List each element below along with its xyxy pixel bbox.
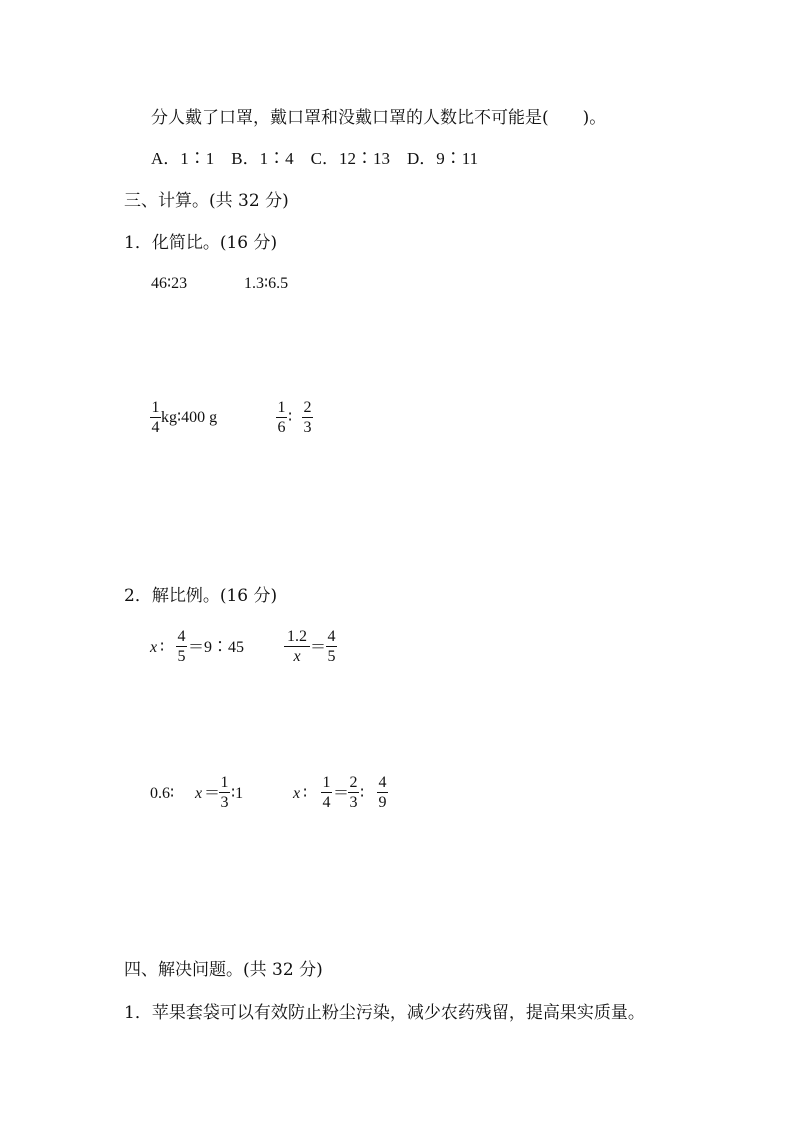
q2-item-b-fraction-1: 1.2 x [284, 628, 310, 665]
q2-item-d-variable: x [293, 785, 301, 802]
q1-item-a: 46∶23 [151, 275, 188, 292]
section4-q1-text: 1．苹果套袋可以有效防止粉尘污染，减少农药残留，提高果实质量。 [124, 1003, 645, 1023]
section3-title: 三、计算。(共 32 分) [124, 191, 289, 211]
q2-item-a-ratio-sign: ∶ [160, 639, 165, 656]
q2-item-b-equals: ＝ [310, 639, 327, 656]
q2-item-d-fraction-1: 1 4 [322, 774, 331, 811]
q2-item-c-rest: ∶1 [231, 785, 244, 802]
q1-item-d-fraction-1: 1 6 [277, 399, 286, 436]
question-tail-text: 分人戴了口罩，戴口罩和没戴口罩的人数比不可能是( )。 [151, 108, 607, 128]
section4-title: 四、解决问题。(共 32 分) [124, 960, 323, 980]
q2-item-d-fraction-3: 4 9 [378, 774, 387, 811]
q2-item-c-variable: x [195, 785, 203, 802]
q2-item-a-variable: x [150, 639, 158, 656]
q1-item-d-ratio-sign: ∶ [288, 409, 293, 426]
q2-item-c-fraction: 1 3 [220, 774, 229, 811]
q2-item-d-fraction-2: 2 3 [349, 774, 358, 811]
q2-title: 2．解比例。(16 分) [124, 586, 278, 606]
q1-title: 1．化简比。(16 分) [124, 233, 278, 253]
q2-item-c-prefix: 0.6∶ [150, 785, 175, 802]
q2-item-a-fraction: 4 5 [177, 628, 186, 665]
q2-item-d-ratio-sign-1: ∶ [303, 785, 308, 802]
q2-item-d-ratio-sign-2: ∶ [360, 785, 365, 802]
q1-item-c-fraction: 1 4 [151, 399, 160, 436]
question-options: A．1∶1 B．1∶4 C．12∶13 D．9∶11 [151, 149, 479, 168]
q1-item-d-fraction-2: 2 3 [303, 399, 312, 436]
q1-item-c-rest: kg∶400 g [161, 409, 218, 426]
q1-item-b: 1.3∶6.5 [244, 275, 289, 292]
q2-item-b-fraction-2: 4 5 [327, 628, 336, 665]
q2-item-c-equals: ＝ [204, 785, 221, 802]
q2-item-d-equals: ＝ [333, 785, 350, 802]
q2-item-a-rest: ＝9∶45 [188, 639, 245, 656]
